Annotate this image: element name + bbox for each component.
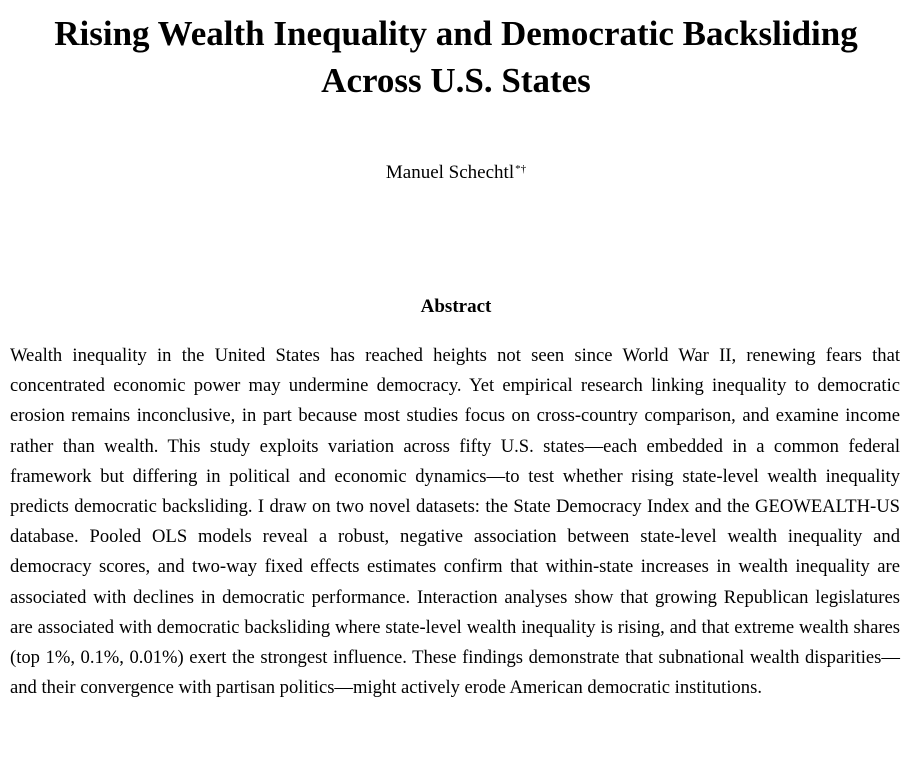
abstract-heading: Abstract [420, 296, 492, 317]
paper-title-line-2: Across U.S. States [321, 61, 591, 100]
abstract-body: Wealth inequality in the United States has reached heights not seen since World War II, renewing fears that concentrated economic power may undermine democracy. Yet empirical research linking inequality to democratic erosion remains inconclusive, in part because most studies focus on cross-country comparison, and examine income rather than wealth. This study exploits variation across fifty U.S. states—each embedded in a common federal framework but differing in political and economic dynamics—to test whether rising state-level wealth inequality predicts democratic backsliding. I draw on two novel datasets: the State Democracy Index and the GEOWEALTH-US database. Pooled OLS models reveal a robust, negative association between state-level wealth inequality and democracy scores, and two-way fixed effects estimates confirm that within-state increases in wealth inequality are associated with declines in democratic performance. Interaction analyses show that growing Republican legislatures are associated with democratic backsliding where state-level wealth inequality is rising, and that extreme wealth shares (top 1%, 0.1%, 0.01%) exert the strongest influence. These findings demonstrate that subnational wealth disparities—and their convergence with partisan politics—might actively erode American democratic institutions. [10, 345, 900, 699]
author-line [0, 161, 912, 185]
author-name: Manuel Schechtl [385, 162, 515, 183]
paper-title-line-1: Rising Wealth Inequality and Democratic Backsliding [54, 14, 858, 53]
paper-title [0, 10, 912, 104]
author-footnote-marks: *† [515, 163, 527, 175]
